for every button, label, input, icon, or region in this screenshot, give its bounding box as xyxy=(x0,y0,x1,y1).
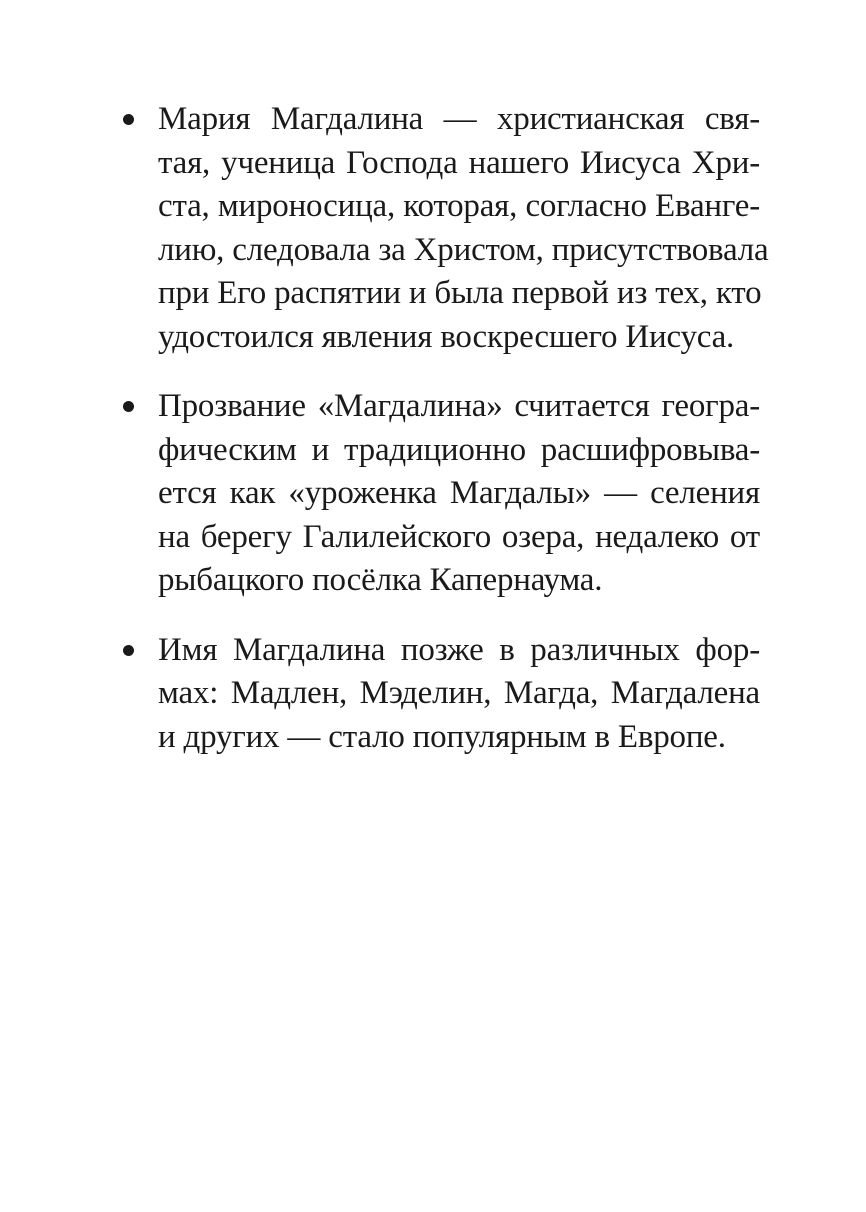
text-line: Прозвание «Магдалина» считается геогра- xyxy=(158,388,760,424)
text-line: при Его распятии и была первой из тех, кто xyxy=(158,275,762,311)
text-line: ста, мироносица, которая, согласно Еванге- xyxy=(158,188,760,224)
bullet-dot-icon xyxy=(123,645,134,656)
bullet-item-name-variants xyxy=(118,629,778,760)
text-line: рыбацкого посёлка Капернаума. xyxy=(158,562,603,598)
text-line: ется как «уроженка Магдалы» — селения xyxy=(158,475,760,511)
text-line: Мария Магдалина — христианская свя- xyxy=(158,101,760,137)
bullet-item-name-origin xyxy=(118,385,778,603)
text-line: и других — стало популярным в Европе. xyxy=(158,718,726,755)
bullet-dot-icon xyxy=(123,401,134,412)
text-line: лию, следовала за Христом, присутствовала xyxy=(158,231,769,268)
text-line: тая, ученица Господа нашего Иисуса Хри- xyxy=(158,144,760,181)
bullet-item-maria-magdalena xyxy=(118,98,778,359)
text-line: на берегу Галилейского озера, недалеко от xyxy=(158,518,760,555)
text-line: мах: Мадлен, Мэделин, Магда, Магдалена xyxy=(158,675,760,711)
text-line: Имя Магдалина позже в различных фор- xyxy=(158,631,760,668)
text-line: удостоился явления воскресшего Иисуса. xyxy=(158,318,735,355)
text-line: фическим и традиционно расшифровыва- xyxy=(158,431,760,468)
bullet-list xyxy=(118,98,778,785)
bullet-dot-icon xyxy=(123,114,134,125)
